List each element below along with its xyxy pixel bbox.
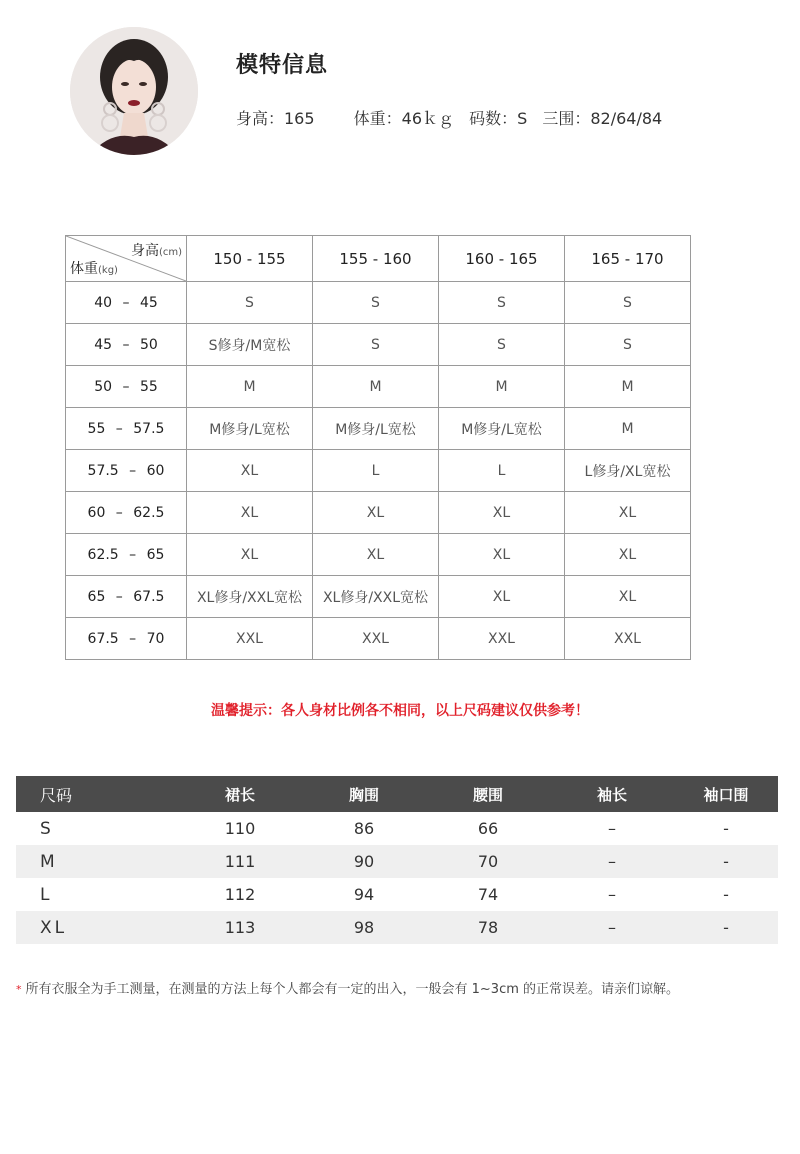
weight-range-cell: 40 – 45 — [66, 282, 187, 324]
grid-row — [66, 492, 691, 534]
corner-height-label: 身高(cm) — [130, 243, 182, 259]
height-range-header: 165 - 170 — [565, 236, 691, 282]
measurement-row — [16, 911, 778, 944]
weight-range-cell: 62.5 – 65 — [66, 534, 187, 576]
recommended-size-cell: XL — [565, 576, 691, 618]
weight-range-cell: 67.5 – 70 — [66, 618, 187, 660]
size-cell: S — [40, 818, 54, 839]
recommended-size-cell: XL — [187, 492, 313, 534]
recommended-size-cell: S — [439, 282, 565, 324]
header-bust: 胸围 — [348, 785, 379, 804]
dress-length-cell: 111 — [224, 852, 256, 871]
size-cell: XL — [40, 917, 68, 938]
recommended-size-cell: S — [565, 324, 691, 366]
grid-row — [66, 576, 691, 618]
recommended-size-cell: XL — [565, 492, 691, 534]
recommended-size-cell: M — [565, 366, 691, 408]
dress-length-cell: 110 — [224, 819, 256, 838]
recommended-size-cell: M修身/L宽松 — [187, 408, 313, 450]
recommended-size-cell: XL — [313, 534, 439, 576]
recommended-size-cell: S — [439, 324, 565, 366]
recommended-size-cell: M修身/L宽松 — [313, 408, 439, 450]
dress-length-cell: 112 — [224, 885, 256, 904]
corner-weight-label: 体重(kg) — [70, 261, 118, 277]
recommended-size-cell: XL — [565, 534, 691, 576]
weight-range-cell: 55 – 57.5 — [66, 408, 187, 450]
recommended-size-cell: S修身/M宽松 — [187, 324, 313, 366]
grid-corner-cell — [66, 236, 187, 282]
model-info-title: 模特信息 — [236, 53, 329, 78]
bust-cell: 98 — [353, 918, 375, 937]
model-weight: 体重：46ｋｇ — [353, 109, 455, 128]
recommended-size-cell: XXL — [187, 618, 313, 660]
size-cell: M — [40, 851, 58, 872]
weight-range-cell: 57.5 – 60 — [66, 450, 187, 492]
weight-range-cell: 50 – 55 — [66, 366, 187, 408]
recommended-size-cell: XL — [313, 492, 439, 534]
model-height: 身高：165 — [236, 109, 315, 128]
grid-row — [66, 282, 691, 324]
header-cuff: 袖口围 — [703, 785, 749, 804]
size-recommendation-table — [65, 235, 691, 660]
waist-cell: 66 — [477, 819, 499, 838]
weight-range-cell: 60 – 62.5 — [66, 492, 187, 534]
model-avatar — [70, 27, 198, 155]
recommended-size-cell: S — [313, 324, 439, 366]
grid-row — [66, 450, 691, 492]
grid-header-row — [66, 236, 691, 282]
recommended-size-cell: M — [565, 408, 691, 450]
model-measurements: 三围：82/64/84 — [542, 109, 663, 128]
measurement-header-row — [16, 776, 778, 812]
sleeve-length-cell: – — [608, 819, 616, 838]
height-range-header: 150 - 155 — [187, 236, 313, 282]
waist-cell: 74 — [477, 885, 499, 904]
recommended-size-cell: M — [439, 366, 565, 408]
dress-length-cell: 113 — [224, 918, 256, 937]
height-range-header: 155 - 160 — [313, 236, 439, 282]
header-size: 尺码 — [40, 785, 73, 805]
bust-cell: 86 — [353, 819, 375, 838]
recommended-size-cell: S — [313, 282, 439, 324]
cuff-cell: - — [723, 918, 729, 937]
recommended-size-cell: M — [187, 366, 313, 408]
model-stats — [236, 106, 662, 129]
model-info-section — [0, 0, 800, 200]
recommended-size-cell: XXL — [439, 618, 565, 660]
recommended-size-cell: XL修身/XXL宽松 — [313, 576, 439, 618]
cuff-cell: - — [723, 819, 729, 838]
header-sleeve-length: 袖长 — [596, 785, 627, 804]
bust-cell: 94 — [353, 885, 375, 904]
recommended-size-cell: L修身/XL宽松 — [565, 450, 691, 492]
waist-cell: 78 — [477, 918, 499, 937]
measurement-note — [16, 978, 679, 997]
weight-range-cell: 65 – 67.5 — [66, 576, 187, 618]
note-star: * — [16, 983, 22, 996]
bust-cell: 90 — [353, 852, 375, 871]
note-text: 所有衣服全为手工测量，在测量的方法上每个人都会有一定的出入，一般会有 1~3cm 的正常误差。请亲们谅解。 — [25, 982, 680, 997]
grid-row — [66, 408, 691, 450]
recommended-size-cell: XXL — [313, 618, 439, 660]
sleeve-length-cell: – — [608, 918, 616, 937]
measurement-table — [16, 776, 778, 944]
waist-cell: 70 — [477, 852, 499, 871]
recommended-size-cell: L — [439, 450, 565, 492]
cuff-cell: - — [723, 885, 729, 904]
size-cell: L — [40, 884, 53, 905]
grid-row — [66, 324, 691, 366]
recommended-size-cell: XL修身/XXL宽松 — [187, 576, 313, 618]
size-tip: 温馨提示：各人身材比例各不相同，以上尺码建议仅供参考！ — [211, 703, 589, 719]
recommended-size-cell: XXL — [565, 618, 691, 660]
cuff-cell: - — [723, 852, 729, 871]
recommended-size-cell: S — [565, 282, 691, 324]
grid-row — [66, 618, 691, 660]
measurement-row — [16, 812, 778, 845]
recommended-size-cell: XL — [439, 492, 565, 534]
measurement-row — [16, 878, 778, 911]
measurement-row — [16, 845, 778, 878]
model-portrait-icon — [70, 27, 198, 155]
recommended-size-cell: XL — [439, 576, 565, 618]
grid-row — [66, 534, 691, 576]
recommended-size-cell: S — [187, 282, 313, 324]
height-range-header: 160 - 165 — [439, 236, 565, 282]
grid-row — [66, 366, 691, 408]
header-waist: 腰围 — [472, 785, 503, 804]
recommended-size-cell: M — [313, 366, 439, 408]
header-dress-length: 裙长 — [224, 785, 255, 804]
recommended-size-cell: XL — [187, 450, 313, 492]
sleeve-length-cell: – — [608, 885, 616, 904]
sleeve-length-cell: – — [608, 852, 616, 871]
recommended-size-cell: XL — [439, 534, 565, 576]
model-size: 码数：S — [469, 109, 528, 128]
weight-range-cell: 45 – 50 — [66, 324, 187, 366]
recommended-size-cell: M修身/L宽松 — [439, 408, 565, 450]
recommended-size-cell: XL — [187, 534, 313, 576]
recommended-size-cell: L — [313, 450, 439, 492]
